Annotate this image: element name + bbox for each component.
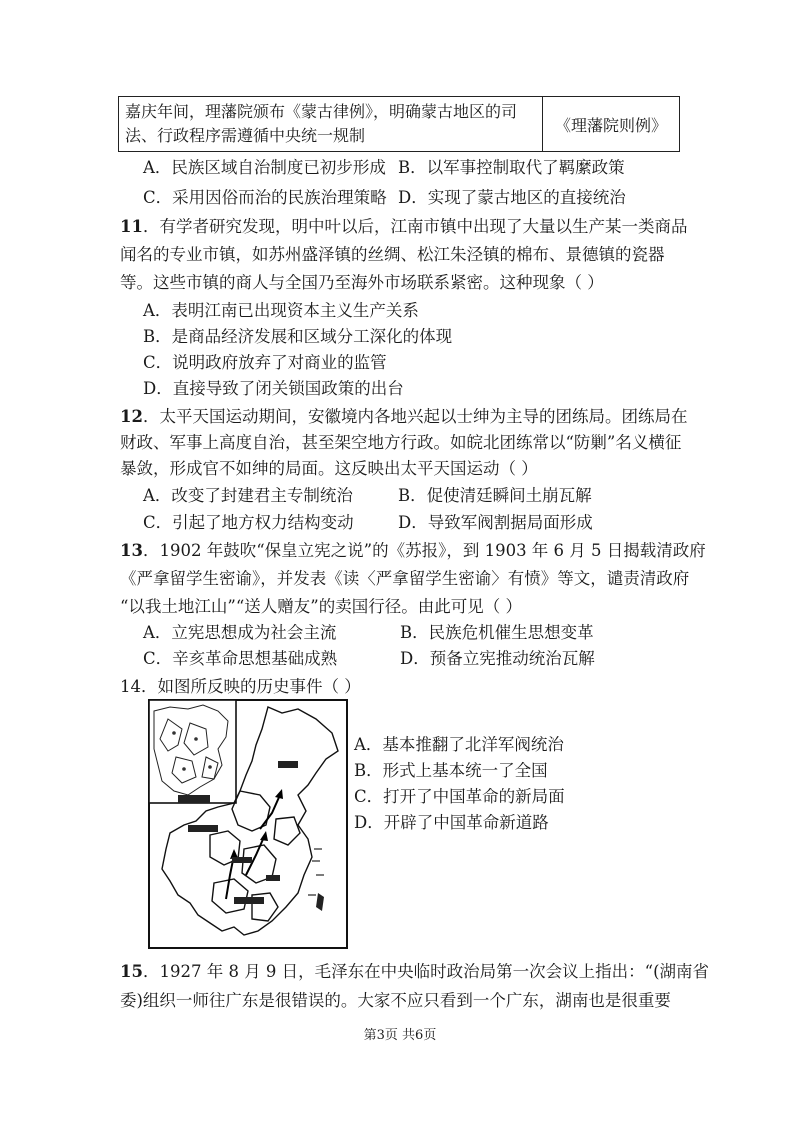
q12-option-c: C．引起了地方权力结构变动 [143, 513, 354, 532]
q12-option-d: D．导致军阀割据局面形成 [398, 513, 593, 532]
q14-option-c: C．打开了中国革命的新局面 [354, 787, 565, 806]
q13-stem-line-1: 13．1902 年鼓吹“保皇立宪之说”的《苏报》，到 1903 年 6 月 5 日揭载清政府 [120, 541, 706, 560]
q13-option-d: D．预备立宪推动统治瓦解 [400, 649, 595, 668]
q14-option-d: D．开辟了中国革命新道路 [354, 813, 549, 832]
q10-option-c: C．采用因俗而治的民族治理策略 [143, 188, 387, 207]
map-drawing [148, 699, 348, 949]
q11-option-d: D．直接导致了闭关锁国政策的出台 [143, 379, 404, 398]
q15-number: 15 [120, 962, 143, 981]
q11-stem-line-3: 等。这些市镇的商人与全国乃至海外市场联系紧密。这种现象（ ） [120, 273, 604, 292]
q12-stem-line-2: 财政、军事上高度自治，甚至架空地方行政。如皖北团练常以“防剿”名义横征 [120, 433, 682, 452]
page-footer: 第3页 共6页 [363, 1028, 437, 1043]
q14-option-b: B．形式上基本统一了全国 [354, 761, 548, 780]
table-cell-right: 《理藩院则例》 [554, 115, 667, 135]
q14-option-a: A．基本推翻了北洋军阀统治 [354, 735, 564, 754]
q11-option-b: B．是商品经济发展和区域分工深化的体现 [143, 327, 453, 346]
q11-stem-line-1: 11．有学者研究发现，明中叶以后，江南市镇中出现了大量以生产某一类商品 [120, 217, 688, 236]
q11-option-a: A．表明江南已出现资本主义生产关系 [143, 301, 419, 320]
q13-option-a: A．立宪思想成为社会主流 [143, 623, 337, 642]
q10-option-b: B．以军事控制取代了羁縻政策 [398, 158, 625, 177]
q12-stem-line-1: 12．太平天国运动期间，安徽境内各地兴起以士绅为主导的团练局。团练局在 [120, 407, 688, 426]
table-cell-left: 嘉庆年间，理藩院颁布《蒙古律例》，明确蒙古地区的司法、行政程序需遵循中央统一规制 [119, 97, 543, 151]
q13-stem-line-3: “以我土地江山”“送人赠友”的卖国行径。由此可见（ ） [120, 597, 522, 616]
q12-option-b: B．促使清廷瞬间土崩瓦解 [398, 486, 592, 505]
q15-stem-line-2: 委)组织一师往广东是很错误的。大家不应只看到一个广东，湖南也是很重要 [120, 991, 671, 1010]
q12-number: 12 [120, 407, 143, 426]
info-table [118, 96, 680, 152]
q14-stem: 14．如图所反映的历史事件（ ） [120, 677, 361, 696]
q13-option-b: B．民族危机催生思想变革 [400, 623, 594, 642]
q12-stem-line-3: 暴敛，形成官不如绅的局面。这反映出太平天国运动（ ） [120, 459, 538, 478]
q13-number: 13 [120, 541, 143, 560]
q10-option-a: A．民族区域自治制度已初步形成 [143, 158, 386, 177]
q12-option-a: A．改变了封建君主专制统治 [143, 486, 353, 505]
q13-option-c: C．辛亥革命思想基础成熟 [143, 649, 338, 668]
q10-option-d: D．实现了蒙古地区的直接统治 [398, 188, 626, 207]
q11-option-c: C．说明政府放弃了对商业的监管 [143, 353, 387, 372]
q15-stem-line-1: 15．1927 年 8 月 9 日，毛泽东在中央临时政治局第一次会议上指出：“(湖南省 [120, 962, 710, 981]
historical-map-figure [148, 699, 348, 949]
q13-stem-line-2: 《严拿留学生密谕》，并发表《读〈严拿留学生密谕〉有愤》等文，谴责清政府 [120, 569, 690, 588]
q11-stem-line-2: 闻名的专业市镇，如苏州盛泽镇的丝绸、松江朱泾镇的棉布、景德镇的瓷器 [120, 245, 665, 264]
q11-number: 11 [120, 217, 143, 236]
